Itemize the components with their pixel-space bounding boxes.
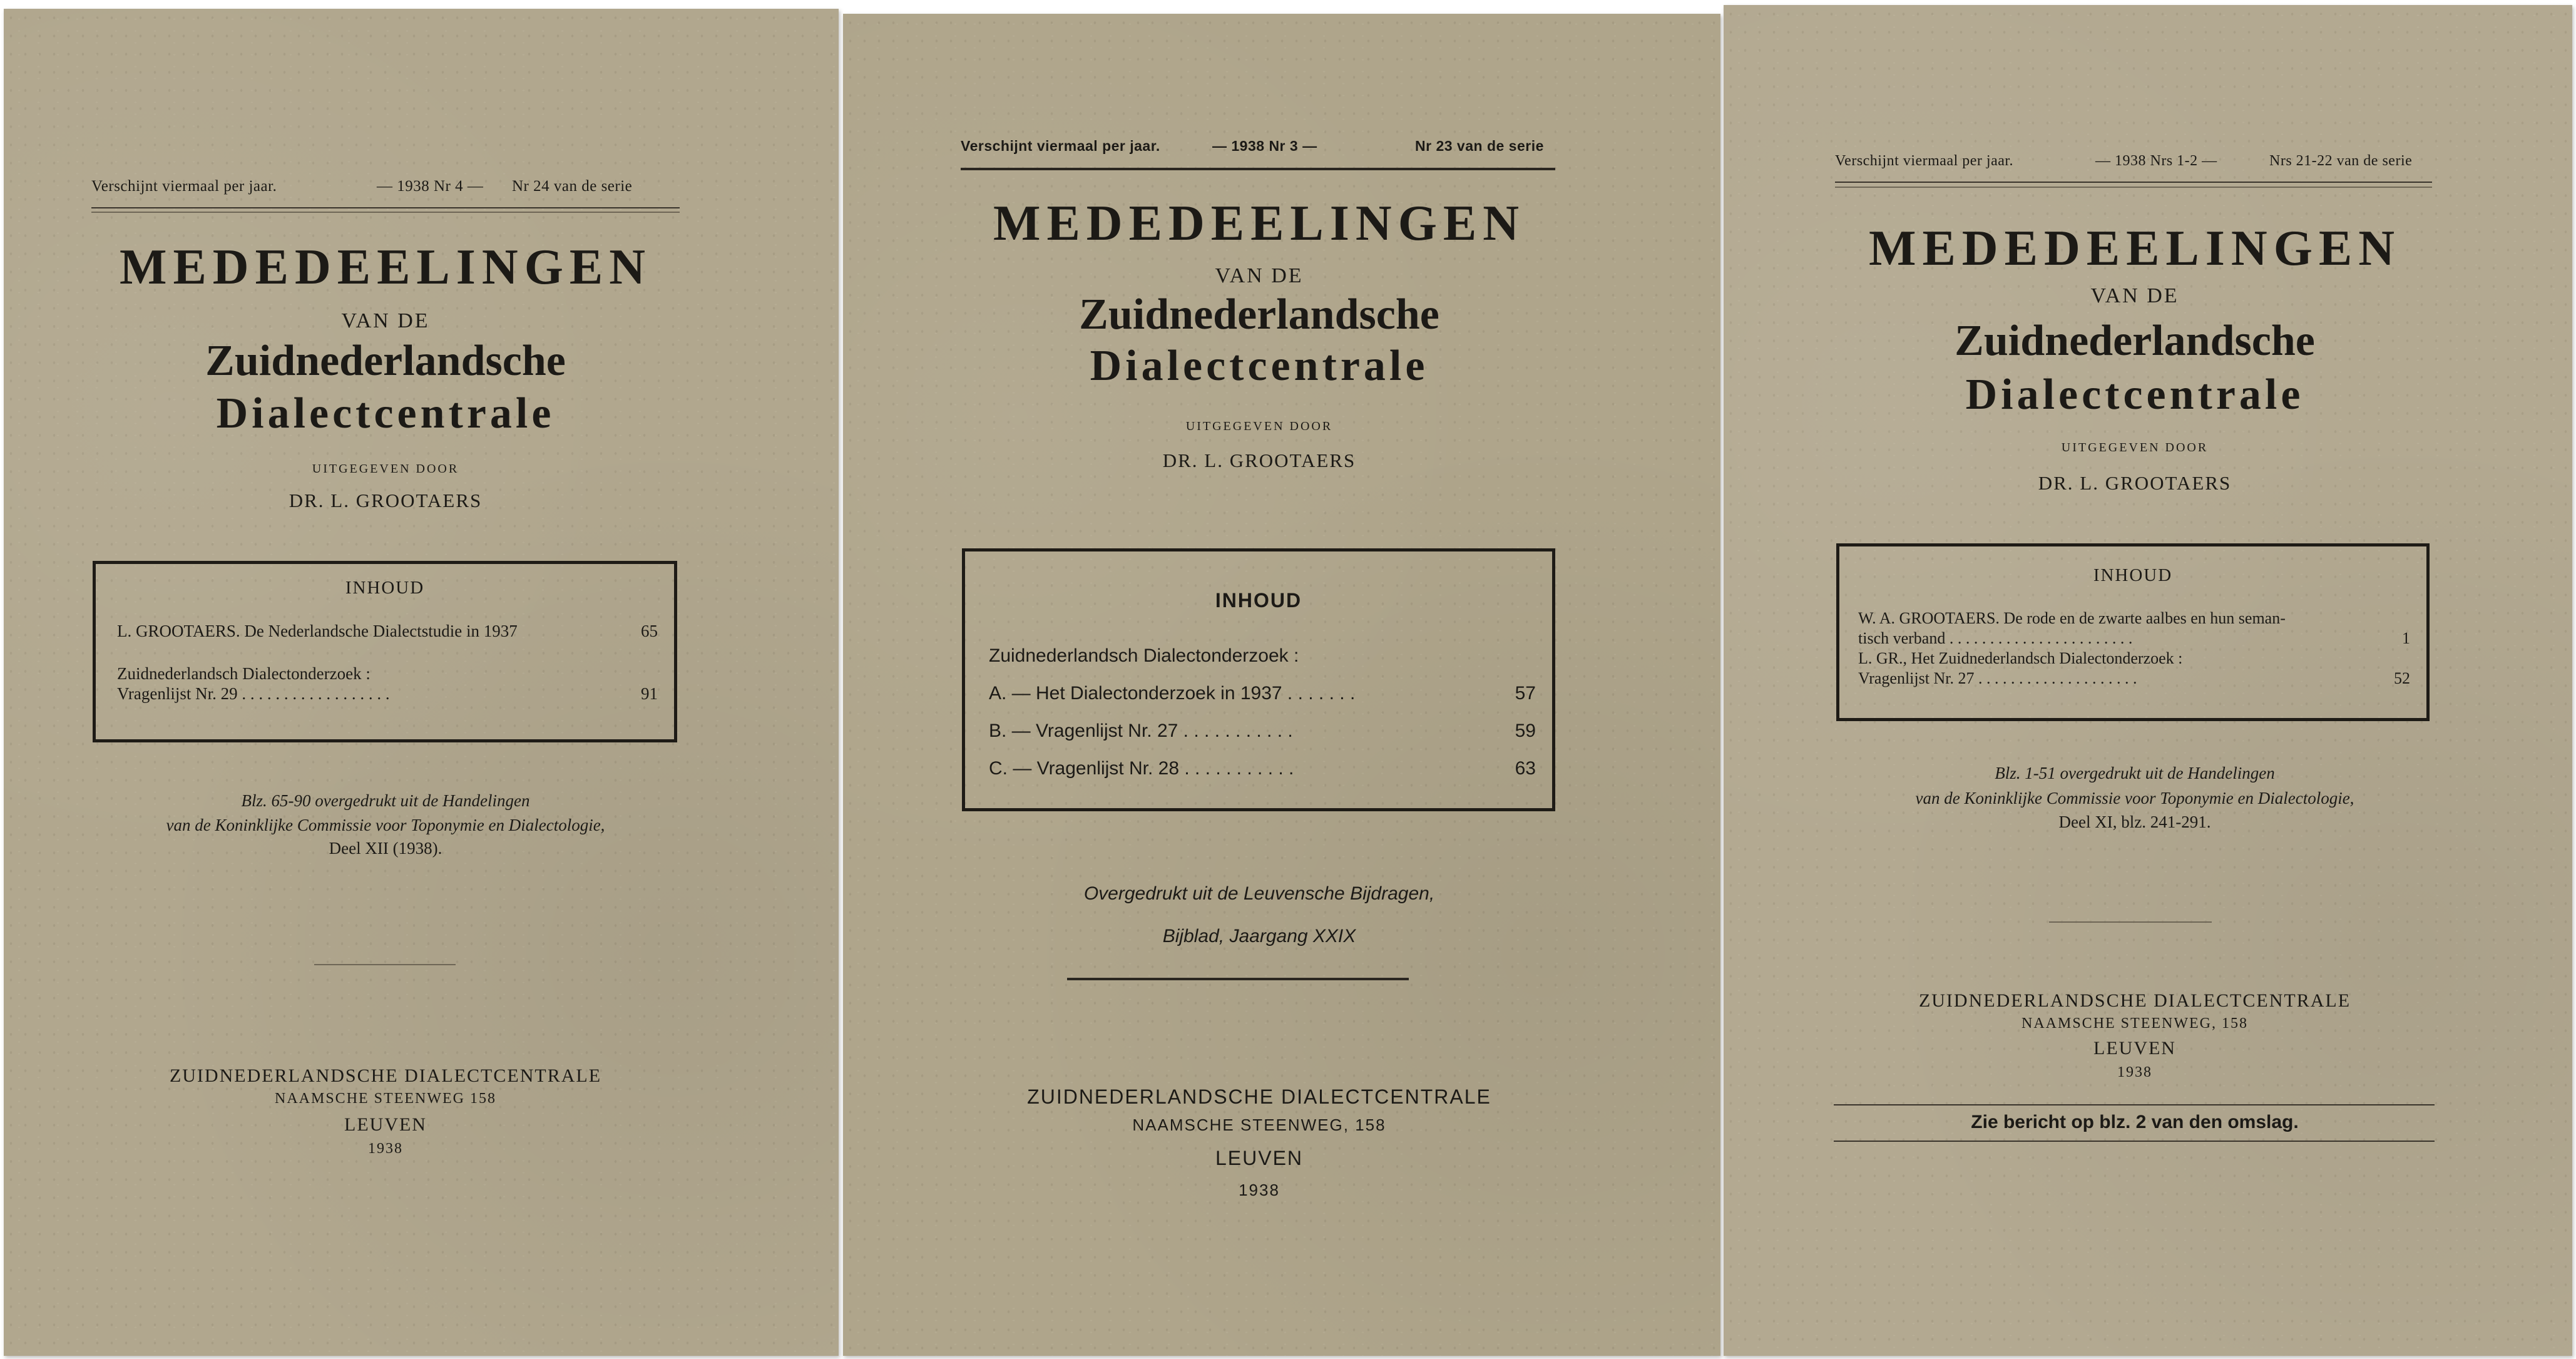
- institution-name-line2: Dialectcentrale: [216, 389, 555, 438]
- offprint-note-line1: Blz. 65-90 overgedrukt uit de Handelingen: [241, 791, 530, 810]
- notice-rule-top: [1834, 1104, 2435, 1105]
- publisher-address: NAAMSCHE STEENWEG 158: [275, 1090, 496, 1107]
- publisher-address: NAAMSCHE STEENWEG, 158: [1132, 1115, 1386, 1134]
- institution-name-line1: Zuidnederlandsche: [205, 337, 566, 385]
- booklet-nr-23: [843, 14, 1720, 1356]
- toc-entry-1-cont: tisch verband . . . . . . . . . . . . . . . . . . . . . . .: [1858, 629, 2133, 647]
- toc-entry-a-page: 57: [1515, 683, 1536, 704]
- institution-name-line2: Dialectcentrale: [1090, 342, 1429, 390]
- toc-entry-b-page: 59: [1515, 721, 1536, 741]
- header-rule: [1835, 182, 2432, 183]
- booklet-nr-24: [4, 9, 839, 1356]
- offprint-note-line1: Blz. 1-51 overgedrukt uit de Handelingen: [1995, 764, 2275, 782]
- offprint-note-line2: van de Koninklijke Commissie voor Toponymie en Dialectologie,: [166, 816, 605, 834]
- van-de-label: VAN DE: [2090, 284, 2179, 307]
- contents-box: [962, 548, 1555, 811]
- booklet-nrs-21-22: [1724, 5, 2572, 1356]
- journal-title: MEDEDEELINGEN: [993, 196, 1526, 251]
- toc-entry-c-page: 63: [1515, 758, 1536, 779]
- journal-title: MEDEDEELINGEN: [1868, 221, 2401, 276]
- publisher-name: ZUIDNEDERLANDSCHE DIALECTCENTRALE: [1027, 1085, 1491, 1108]
- publisher-city: LEUVEN: [2093, 1038, 2176, 1059]
- toc-entry-2: L. GR., Het Zuidnederlandsch Dialectonderzoek :: [1858, 649, 2183, 667]
- series-info-number: Nr 23 van de serie: [1415, 138, 1544, 154]
- toc-entry-1-page: 65: [641, 622, 658, 640]
- publisher-address: NAAMSCHE STEENWEG, 158: [2021, 1015, 2248, 1032]
- journal-title: MEDEDEELINGEN: [119, 240, 652, 295]
- notice-rule-bottom: [1834, 1141, 2435, 1142]
- publisher-city: LEUVEN: [1215, 1147, 1304, 1169]
- editor-name: DR. L. GROOTAERS: [1162, 449, 1356, 471]
- header-rule-secondary: [1835, 187, 2432, 188]
- van-de-label: VAN DE: [1215, 264, 1304, 287]
- contents-title: INHOUD: [1215, 589, 1302, 612]
- divider: [2049, 921, 2212, 923]
- editor-name: DR. L. GROOTAERS: [289, 490, 483, 511]
- toc-entry-1: W. A. GROOTAERS. De rode en de zwarte aalbes en hun seman-: [1858, 609, 2286, 627]
- series-info-left: Verschijnt viermaal per jaar.: [961, 138, 1160, 154]
- toc-entry-1-page: 1: [2402, 629, 2410, 647]
- series-info-number: Nrs 21-22 van de serie: [2269, 153, 2413, 169]
- toc-intro: Zuidnederlandsch Dialectonderzoek :: [989, 645, 1299, 666]
- contents-box: [1836, 543, 2430, 721]
- publisher-name: ZUIDNEDERLANDSCHE DIALECTCENTRALE: [1918, 990, 2351, 1011]
- series-info-issue: — 1938 Nr 4 —: [377, 178, 484, 195]
- series-info-number: Nr 24 van de serie: [512, 178, 633, 195]
- toc-entry-b: B. — Vragenlijst Nr. 27 . . . . . . . . . . .: [989, 721, 1293, 741]
- toc-entry-2: Zuidnederlandsch Dialectonderzoek :: [117, 664, 371, 683]
- institution-name-line1: Zuidnederlandsche: [1955, 317, 2315, 365]
- offprint-note-line3: Deel XII (1938).: [329, 839, 442, 858]
- omslag-notice: Zie bericht op blz. 2 van den omslag.: [1971, 1112, 2299, 1132]
- toc-entry-3: Vragenlijst Nr. 29 . . . . . . . . . . . . . . . . . .: [117, 684, 390, 703]
- institution-name-line1: Zuidnederlandsche: [1079, 290, 1439, 339]
- editor-name: DR. L. GROOTAERS: [2038, 472, 2232, 494]
- publication-year: 1938: [1239, 1181, 1280, 1199]
- series-info-issue: — 1938 Nr 3 —: [1212, 138, 1317, 154]
- toc-entry-c: C. — Vragenlijst Nr. 28 . . . . . . . . . . .: [989, 758, 1294, 779]
- series-info-left: Verschijnt viermaal per jaar.: [91, 178, 277, 195]
- toc-entry-3-page: 91: [641, 684, 658, 703]
- contents-box: [93, 561, 677, 742]
- published-by-label: UITGEGEVEN DOOR: [312, 462, 459, 476]
- contents-title: INHOUD: [2093, 565, 2173, 585]
- van-de-label: VAN DE: [341, 309, 430, 332]
- divider: [1067, 978, 1409, 980]
- offprint-note-line2: van de Koninklijke Commissie voor Toponymie en Dialectologie,: [1915, 789, 2354, 808]
- toc-entry-a: A. — Het Dialectonderzoek in 1937 . . . . . . .: [989, 683, 1356, 704]
- offprint-note-line1: Overgedrukt uit de Leuvensche Bijdragen,: [1083, 883, 1435, 904]
- offprint-note-line3: Deel XI, blz. 241-291.: [2058, 813, 2211, 831]
- publisher-city: LEUVEN: [344, 1114, 427, 1135]
- series-info-left: Verschijnt viermaal per jaar.: [1835, 153, 2014, 169]
- published-by-label: UITGEGEVEN DOOR: [1185, 419, 1333, 433]
- publisher-name: ZUIDNEDERLANDSCHE DIALECTCENTRALE: [169, 1065, 602, 1086]
- toc-entry-1: L. GROOTAERS. De Nederlandsche Dialectstudie in 1937: [117, 622, 518, 640]
- contents-title: INHOUD: [345, 578, 425, 598]
- toc-entry-2-cont: Vragenlijst Nr. 27 . . . . . . . . . . . . . . . . . . . .: [1858, 669, 2137, 687]
- header-rule-secondary: [91, 212, 680, 213]
- institution-name-line2: Dialectcentrale: [1965, 371, 2304, 419]
- toc-entry-2-page: 52: [2394, 669, 2410, 687]
- series-info-issue: — 1938 Nrs 1-2 —: [2095, 153, 2217, 169]
- offprint-note-line2: Bijblad, Jaargang XXIX: [1162, 926, 1356, 946]
- publication-year: 1938: [368, 1141, 403, 1157]
- publication-year: 1938: [2117, 1064, 2152, 1080]
- divider: [314, 964, 456, 965]
- published-by-label: UITGEGEVEN DOOR: [2061, 441, 2209, 454]
- header-rule: [961, 168, 1555, 170]
- header-rule: [91, 207, 680, 208]
